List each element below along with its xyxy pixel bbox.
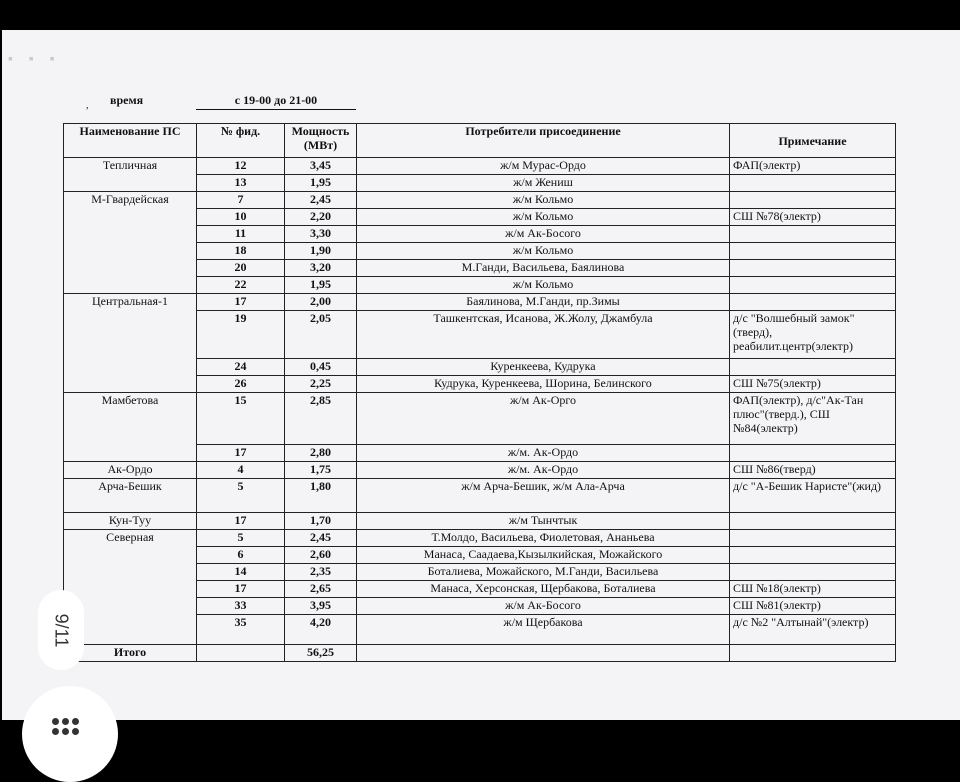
power-value: 3,45 [285, 158, 357, 175]
note [730, 564, 896, 581]
power-value: 3,95 [285, 598, 357, 615]
consumers: ж/м. Ак-Ордо [357, 445, 730, 462]
table-row [64, 393, 896, 445]
table-row [64, 530, 896, 547]
consumers: ж/м. Ак-Ордо [357, 462, 730, 479]
consumers: ж/м Кольмо [357, 192, 730, 209]
power-value: 2,20 [285, 209, 357, 226]
page-indicator[interactable] [38, 590, 84, 670]
substation-name: Тепличная [64, 158, 197, 192]
power-value: 2,35 [285, 564, 357, 581]
consumers: ж/м Ак-Босого [357, 598, 730, 615]
consumers: Боталиева, Можайского, М.Ганди, Васильева [357, 564, 730, 581]
feeder-number: 22 [197, 277, 285, 294]
time-value: с 19-00 до 21-00 [196, 93, 356, 110]
substation-name: Центральная-1 [64, 294, 197, 393]
consumers: ж/м Ак-Босого [357, 226, 730, 243]
consumers: ж/м Мурас-Ордо [357, 158, 730, 175]
header-ps: Наименование ПС [64, 124, 197, 158]
table-row [64, 192, 896, 209]
power-value: 2,65 [285, 581, 357, 598]
feeder-number: 5 [197, 479, 285, 513]
consumers: М.Ганди, Васильева, Баялинова [357, 260, 730, 277]
note [730, 294, 896, 311]
consumers: ж/м Щербакова [357, 615, 730, 645]
note: д/с "Волшебный замок"(тверд), реабилит.центр(электр) [730, 311, 896, 359]
note [730, 175, 896, 192]
scan-marks: ▪ ▪ ▪ [8, 50, 61, 66]
power-value: 3,30 [285, 226, 357, 243]
power-value: 2,00 [285, 294, 357, 311]
power-value: 2,80 [285, 445, 357, 462]
note: ФАП(электр), д/с"Ак-Тан плюс"(тверд.), СШ №84(электр) [730, 393, 896, 445]
feeder-number: 14 [197, 564, 285, 581]
power-value: 2,60 [285, 547, 357, 564]
feeder-number: 19 [197, 311, 285, 359]
note [730, 243, 896, 260]
table-row [64, 479, 896, 513]
consumers: ж/м Тынчтык [357, 513, 730, 530]
header-power-line1: Мощность [291, 124, 350, 138]
feeder-number: 33 [197, 598, 285, 615]
consumers: Манаса, Херсонская, Щербакова, Боталиева [357, 581, 730, 598]
ink-mark: , [86, 100, 89, 111]
power-value: 1,90 [285, 243, 357, 260]
substation-name: Арча-Бешик [64, 479, 197, 513]
note [730, 445, 896, 462]
power-value: 2,45 [285, 192, 357, 209]
note: СШ №78(электр) [730, 209, 896, 226]
consumers: Т.Молдо, Васильева, Фиолетовая, Ананьева [357, 530, 730, 547]
header-note: Примечание [730, 124, 896, 158]
header-power [285, 124, 357, 158]
feeder-number: 5 [197, 530, 285, 547]
note [730, 530, 896, 547]
feeder-number: 10 [197, 209, 285, 226]
feeder-number: 17 [197, 581, 285, 598]
note: СШ №18(электр) [730, 581, 896, 598]
feeder-number: 20 [197, 260, 285, 277]
consumers: Кудрука, Куренкеева, Шорина, Белинского [357, 376, 730, 393]
feeder-number: 13 [197, 175, 285, 192]
power-value: 1,75 [285, 462, 357, 479]
total-value: 56,25 [285, 645, 357, 662]
page-indicator-text: 9/11 [51, 613, 72, 647]
table-row [64, 513, 896, 530]
note: д/с №2 "Алтынай"(электр) [730, 615, 896, 645]
feeder-number: 17 [197, 445, 285, 462]
table-row [64, 294, 896, 311]
consumers: ж/м Ак-Орго [357, 393, 730, 445]
power-value: 1,95 [285, 277, 357, 294]
table-row [64, 462, 896, 479]
substation-name: Мамбетова [64, 393, 197, 462]
power-value: 1,80 [285, 479, 357, 513]
consumers: ж/м Кольмо [357, 209, 730, 226]
consumers: ж/м Кольмо [357, 243, 730, 260]
total-empty [197, 645, 285, 662]
note: СШ №75(электр) [730, 376, 896, 393]
power-value: 2,05 [285, 311, 357, 359]
feeder-number: 18 [197, 243, 285, 260]
power-value: 1,70 [285, 513, 357, 530]
feeder-number: 17 [197, 513, 285, 530]
consumers: Куренкеева, Кудрука [357, 359, 730, 376]
note [730, 277, 896, 294]
power-value: 0,45 [285, 359, 357, 376]
substation-name: М-Гвардейская [64, 192, 197, 294]
power-value: 2,45 [285, 530, 357, 547]
consumers: ж/м Жениш [357, 175, 730, 192]
table-row [64, 158, 896, 175]
consumers: Ташкентская, Исанова, Ж.Жолу, Джамбула [357, 311, 730, 359]
power-value: 2,85 [285, 393, 357, 445]
time-label: время [110, 93, 144, 107]
note: д/с "А-Бешик Наристе"(жид) [730, 479, 896, 513]
consumers: Баялинова, М.Ганди, пр.Зимы [357, 294, 730, 311]
grid-dots-icon [52, 718, 88, 742]
note [730, 260, 896, 277]
feeder-number: 35 [197, 615, 285, 645]
consumers: ж/м Арча-Бешик, ж/м Ала-Арча [357, 479, 730, 513]
feeder-number: 24 [197, 359, 285, 376]
note: ФАП(электр) [730, 158, 896, 175]
note [730, 547, 896, 564]
consumers: ж/м Кольмо [357, 277, 730, 294]
feeder-number: 4 [197, 462, 285, 479]
power-value: 3,20 [285, 260, 357, 277]
feeder-number: 15 [197, 393, 285, 445]
header-power-line2: (МВт) [303, 138, 338, 152]
total-empty [730, 645, 896, 662]
total-empty [357, 645, 730, 662]
note [730, 359, 896, 376]
substation-name: Ак-Ордо [64, 462, 197, 479]
substation-name: Кун-Туу [64, 513, 197, 530]
feeder-number: 26 [197, 376, 285, 393]
header-feeder: № фид. [197, 124, 285, 158]
total-row [64, 645, 896, 662]
note [730, 226, 896, 243]
power-value: 4,20 [285, 615, 357, 645]
feeder-number: 6 [197, 547, 285, 564]
substation-name: Северная [64, 530, 197, 645]
feeder-number: 17 [197, 294, 285, 311]
consumers: Манаса, Саадаева,Кызылкийская, Можайского [357, 547, 730, 564]
header-consumers: Потребители присоединение [357, 124, 730, 158]
table-body [64, 158, 896, 645]
note [730, 192, 896, 209]
total-label: Итого [64, 645, 197, 662]
note [730, 513, 896, 530]
note: СШ №86(тверд) [730, 462, 896, 479]
feeder-number: 7 [197, 192, 285, 209]
feeder-number: 11 [197, 226, 285, 243]
outage-table [63, 123, 896, 662]
feeder-number: 12 [197, 158, 285, 175]
power-value: 1,95 [285, 175, 357, 192]
power-value: 2,25 [285, 376, 357, 393]
note: СШ №81(электр) [730, 598, 896, 615]
table-header [64, 124, 896, 158]
